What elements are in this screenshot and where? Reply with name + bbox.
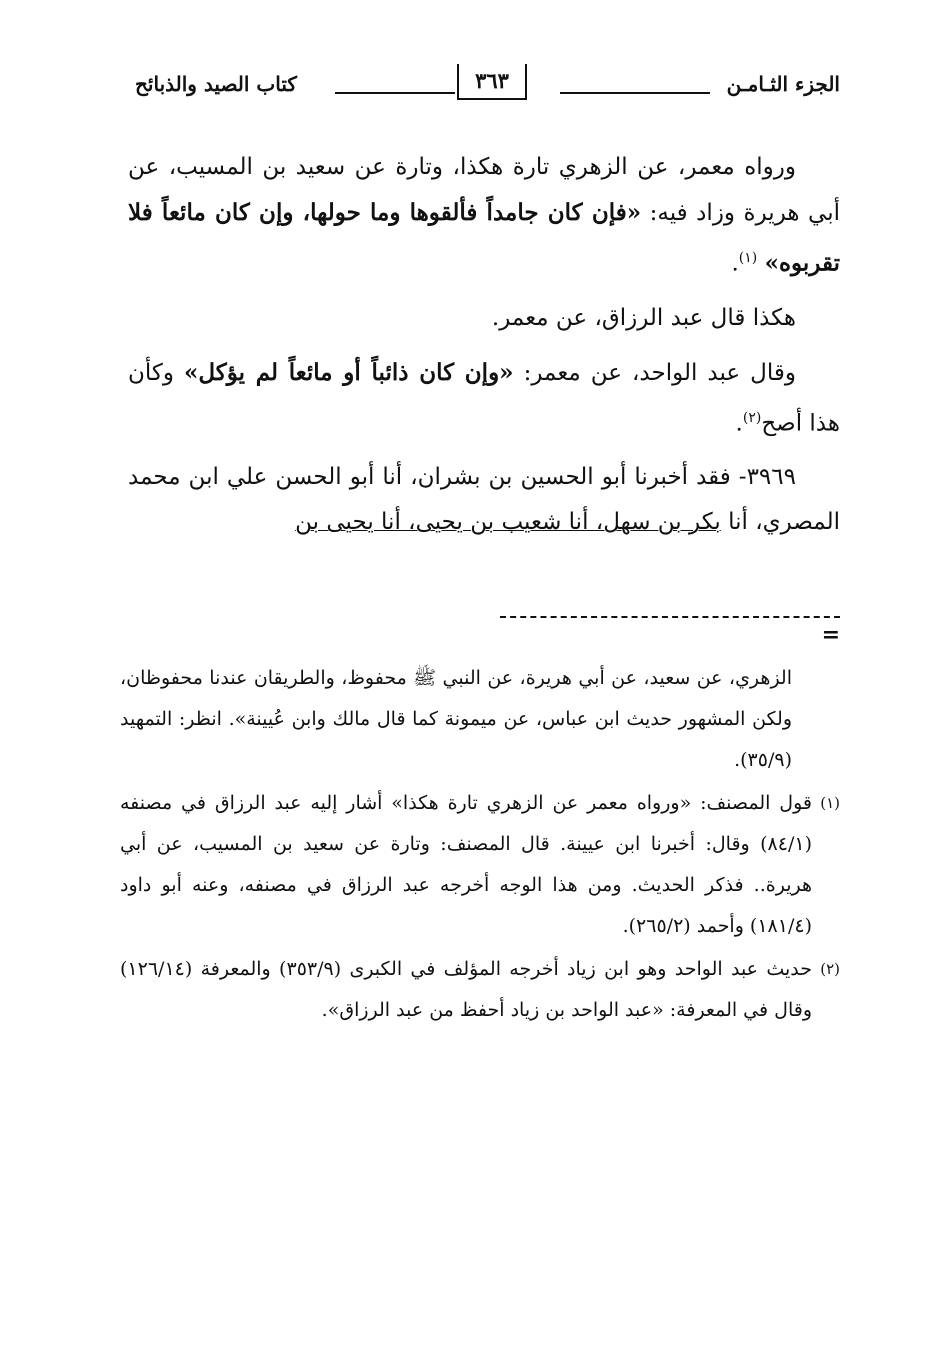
paragraph-4-text: ٣٩٦٩- فقد أخبرنا أبو الحسين بن بشران، أنا أبو الحسن علي ابن محمد المصري، أنا	[128, 464, 840, 536]
main-text	[128, 145, 840, 554]
footnote-1	[120, 783, 840, 947]
header-rule-right	[560, 92, 710, 94]
footnote-1-mark: (١)	[820, 794, 840, 812]
book-title: كتاب الصيد والذبائح	[135, 72, 297, 96]
footnote-1-text: قول المصنف: «ورواه معمر عن الزهري تارة هكذا» أشار إليه عبد الرزاق في مصنفه (٨٤/١) وقال: أخبرنا ابن عيينة. قال المصنف: وتارة عن سعيد بن المسيب، عن أبي هريرة.. فذكر الحديث. ومن هذا الوجه أخرجه عبد الرزاق في مصنفه، وعنه أبو داود (١٨١/٤) وأحمد (٢٦٥/٢).	[120, 792, 812, 937]
running-header	[135, 64, 840, 114]
footnote-2-text: حديث عبد الواحد وهو ابن زياد أخرجه المؤلف في الكبرى (٣٥٣/٩) والمعرفة (١٢٦/١٤) وقال في المعرفة: «عبد الواحد بن زياد أحفظ من عبد الرزاق».	[120, 958, 812, 1021]
paragraph-1	[128, 145, 840, 287]
paragraph-3-quote: «وإن كان ذائباً أو مائعاً لم يؤكل»	[183, 358, 514, 386]
paragraph-3-text-2: وكأن هذا أصح	[128, 359, 840, 437]
footnote-ref-2: (٢)	[742, 409, 762, 426]
paragraph-2: هكذا قال عبد الرزاق، عن معمر.	[491, 304, 796, 331]
footnotes	[120, 658, 840, 1033]
paragraph-3-end: .	[735, 410, 743, 437]
continuation-mark: =	[821, 622, 840, 648]
header-rule-left	[335, 92, 455, 94]
footnote-continued: الزهري، عن سعيد، عن أبي هريرة، عن النبي ﷺ محفوظ، والطريقان عندنا محفوظان، ولكن المشهور حديث ابن عباس، عن ميمونة كما قال مالك وابن عُيينة». انظر: التمهيد (٣٥/٩).	[120, 667, 792, 771]
footnote-2	[120, 949, 840, 1031]
paragraph-4-underlined: بكر بن سهل، أنا شعيب بن يحيى، أنا يحيى بن	[295, 509, 721, 536]
paragraph-1-text: ورواه معمر، عن الزهري تارة هكذا، وتارة عن سعيد بن المسيب، عن أبي هريرة وزاد فيه:	[128, 154, 840, 226]
paragraph-1-end: .	[731, 250, 739, 277]
volume-label: الجزء الثـامـن	[726, 72, 840, 96]
paragraph-3	[128, 350, 840, 447]
paragraph-1-quote: «فإن كان جامداً فألقوها وما حولها، وإن كان مائعاً فلا تقربوه»	[128, 199, 840, 277]
footnote-divider	[500, 616, 840, 618]
page-number: ٣٦٣	[457, 64, 527, 100]
footnote-ref-1: (١)	[738, 250, 758, 266]
paragraph-4	[128, 455, 840, 545]
footnote-2-mark: (٢)	[820, 960, 840, 978]
paragraph-3-text: وقال عبد الواحد، عن معمر:	[513, 359, 796, 386]
